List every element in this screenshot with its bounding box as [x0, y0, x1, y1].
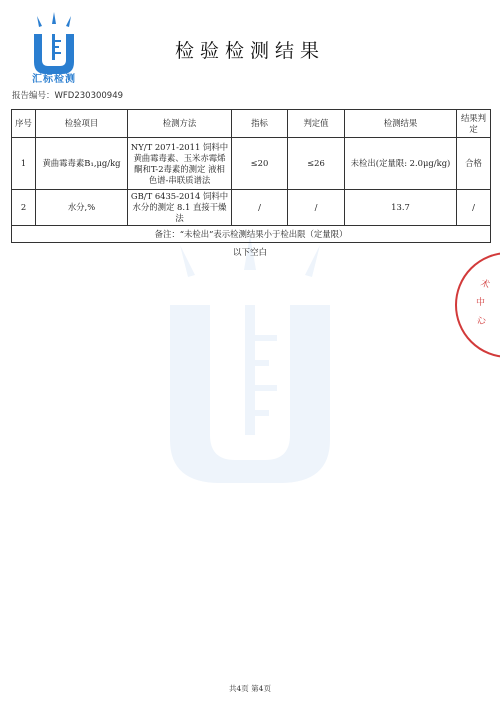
svg-text:术: 术 [478, 278, 491, 291]
watermark-logo-icon [150, 235, 350, 485]
cell-no: 1 [12, 138, 36, 190]
cell-judge-value: ≤26 [288, 138, 345, 190]
svg-text:心: 心 [475, 315, 488, 328]
page-footer: 共4页 第4页 [229, 684, 271, 693]
report-number-value: WFD230300949 [54, 91, 124, 101]
cell-index: ≤20 [232, 138, 288, 190]
cell-result: 13.7 [345, 190, 457, 226]
cell-no: 2 [12, 190, 36, 226]
page-title: 检验检测结果 [174, 40, 325, 62]
table-row [12, 190, 491, 226]
cell-method: GB/T 6435-2014 饲料中水分的测定 8.1 直接干燥法 [128, 190, 232, 226]
cell-verdict: / [457, 190, 491, 226]
table-row [12, 138, 491, 190]
cell-result: 未检出(定量限: 2.0μg/kg) [345, 138, 457, 190]
table-header-row [12, 110, 491, 138]
cell-item: 水分,% [36, 190, 128, 226]
header-judge-value: 判定值 [288, 110, 345, 138]
header-method: 检测方法 [128, 110, 232, 138]
header-item: 检验项目 [36, 110, 128, 138]
header-index: 指标 [232, 110, 288, 138]
cell-index: / [232, 190, 288, 226]
svg-text:中: 中 [476, 298, 486, 308]
cell-verdict: 合格 [457, 138, 491, 190]
empty-below-marker: 以下空白 [232, 248, 267, 258]
header-no: 序号 [12, 110, 36, 138]
cell-method: NY/T 2071-2011 饲料中黄曲霉毒素、玉米赤霉烯酮和T-2毒素的测定 液相色谱-串联质谱法 [128, 138, 232, 190]
cell-judge-value: / [288, 190, 345, 226]
results-table [11, 109, 491, 243]
header-result: 检测结果 [345, 110, 457, 138]
header-verdict: 结果判定 [457, 110, 491, 138]
cell-item: 黄曲霉毒素B₁,μg/kg [36, 138, 128, 190]
table-note-row [12, 226, 491, 243]
logo-text: 汇标检测 [32, 74, 76, 85]
report-number-label: 报告编号： [12, 91, 55, 101]
report-number [12, 89, 123, 101]
table-note: 备注：“未检出”表示检测结果小于检出限（定量限） [12, 226, 491, 243]
red-seal-stamp [450, 250, 500, 360]
